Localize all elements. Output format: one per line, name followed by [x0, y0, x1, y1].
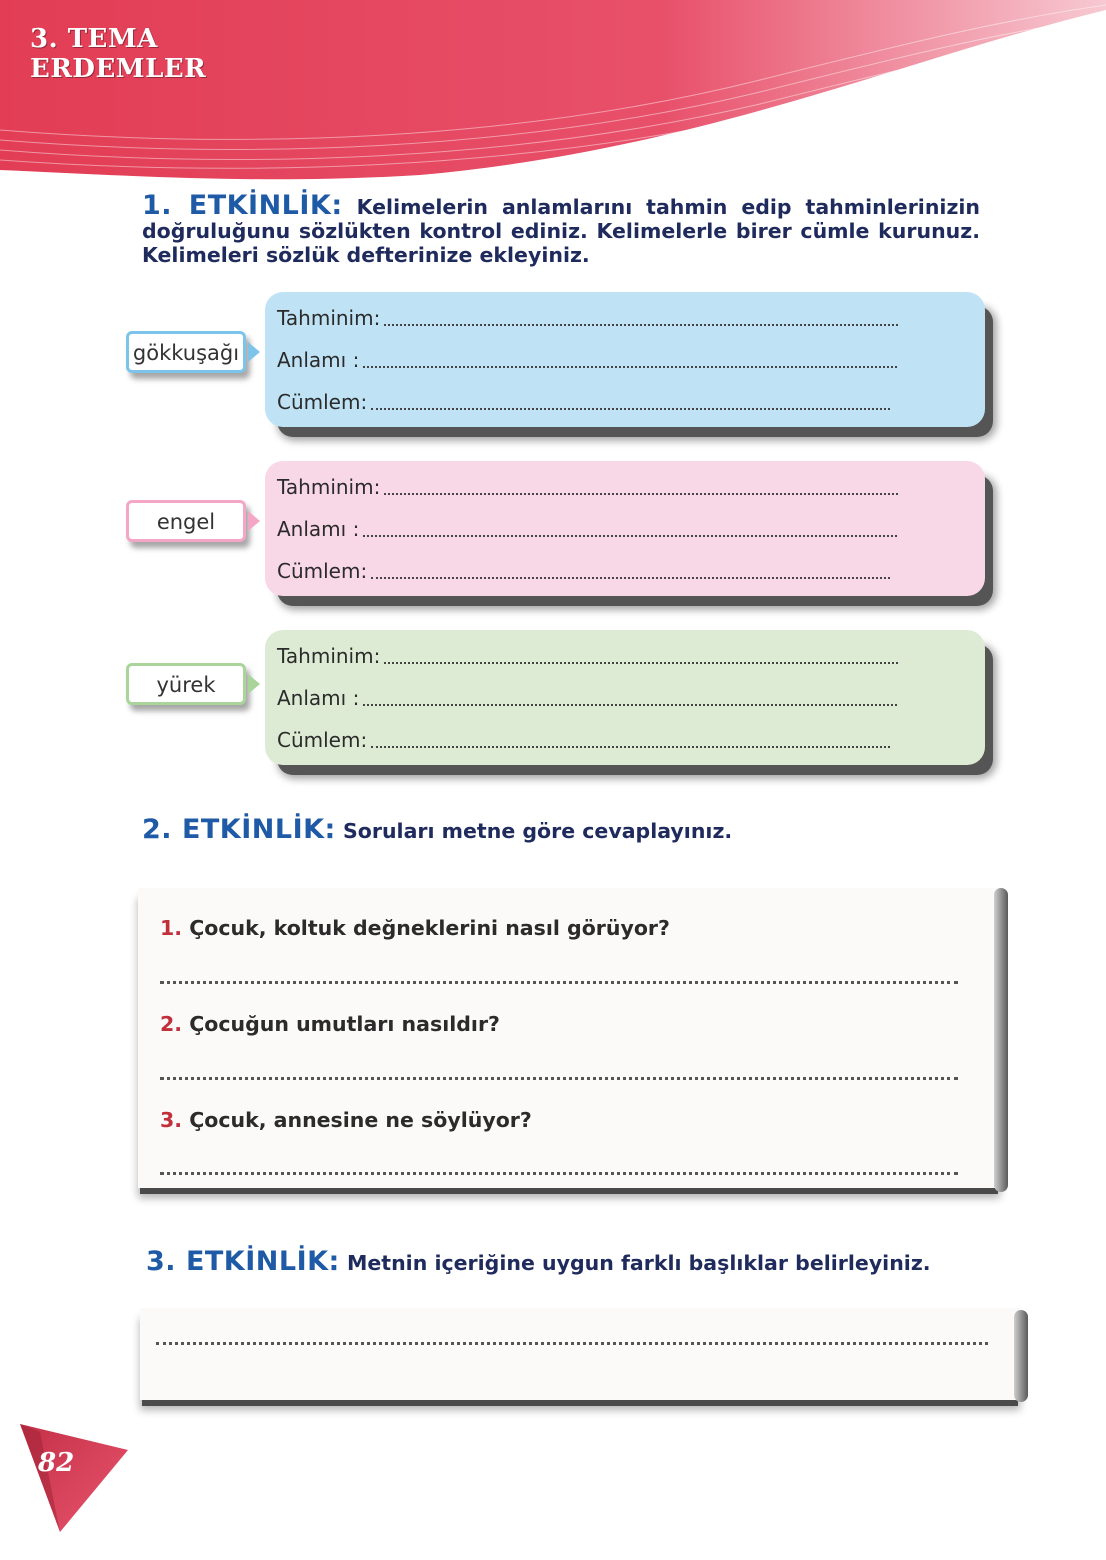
question-number: 3.	[160, 1108, 183, 1132]
activity1-instruction: Kelimelerin anlamlarını tahmin edip tahminlerinizin doğruluğunu sözlükten kontrol ediniz. Kelimelerle birer cümle kurunuz. Kelimeleri sözlük defterinize ekleyiniz.	[142, 195, 981, 267]
guess-input-line[interactable]	[384, 298, 898, 326]
sentence-label: Cümlem:	[277, 390, 368, 414]
guess-row	[277, 298, 985, 340]
meaning-label: Anlamı :	[277, 686, 360, 710]
question-1	[160, 916, 670, 940]
sentence-row	[277, 382, 985, 424]
paper-curl	[994, 888, 1008, 1192]
guess-row	[277, 636, 985, 678]
page-number: 82	[38, 1448, 75, 1478]
tag-arrow	[248, 342, 260, 362]
guess-label: Tahminim:	[277, 644, 381, 668]
word-tag-yurek: yürek	[126, 663, 246, 705]
theme-name: ERDEMLER	[30, 54, 207, 84]
tag-arrow	[248, 674, 260, 694]
guess-label: Tahminim:	[277, 306, 381, 330]
title-answer-line[interactable]	[156, 1342, 988, 1345]
activity1-heading	[142, 190, 981, 267]
meaning-input-line[interactable]	[363, 509, 897, 537]
question-text: Çocuğun umutları nasıldır?	[189, 1012, 500, 1036]
guess-input-line[interactable]	[384, 636, 898, 664]
word-card-yurek	[265, 630, 985, 765]
word-card-engel	[265, 461, 985, 596]
meaning-input-line[interactable]	[363, 340, 897, 368]
meaning-input-line[interactable]	[363, 678, 897, 706]
meaning-label: Anlamı :	[277, 517, 360, 541]
sentence-label: Cümlem:	[277, 559, 368, 583]
theme-number: 3. TEMA	[30, 24, 158, 54]
word-tag-engel: engel	[126, 500, 246, 542]
question-text: Çocuk, koltuk değneklerini nasıl görüyor?	[189, 916, 670, 940]
activity1-number: 1. ETKİNLİK:	[142, 190, 343, 221]
guess-label: Tahminim:	[277, 475, 381, 499]
guess-row	[277, 467, 985, 509]
answer-line-3[interactable]	[160, 1172, 958, 1175]
sentence-row	[277, 551, 985, 593]
question-number: 2.	[160, 1012, 183, 1036]
activity2-number: 2. ETKİNLİK:	[142, 814, 336, 845]
meaning-row	[277, 509, 985, 551]
titles-paper	[140, 1308, 1020, 1400]
guess-input-line[interactable]	[384, 467, 898, 495]
activity3-number: 3. ETKİNLİK:	[146, 1246, 340, 1277]
word-card-gokkusagi	[265, 292, 985, 427]
question-number: 1.	[160, 916, 183, 940]
activity2-instruction: Soruları metne göre cevaplayınız.	[342, 819, 733, 843]
question-2	[160, 1012, 500, 1036]
question-3	[160, 1108, 532, 1132]
question-text: Çocuk, annesine ne söylüyor?	[189, 1108, 532, 1132]
sentence-label: Cümlem:	[277, 728, 368, 752]
answer-line-2[interactable]	[160, 1077, 958, 1080]
paper-curl	[1014, 1310, 1028, 1402]
activity3-heading	[146, 1246, 931, 1277]
activity2-heading	[142, 814, 733, 845]
meaning-label: Anlamı :	[277, 348, 360, 372]
sentence-input-line[interactable]	[371, 720, 890, 748]
sentence-row	[277, 720, 985, 762]
sentence-input-line[interactable]	[371, 382, 890, 410]
meaning-row	[277, 340, 985, 382]
theme-label	[30, 24, 206, 84]
answer-line-1[interactable]	[160, 981, 958, 984]
activity3-instruction: Metnin içeriğine uygun farklı başlıklar belirleyiniz.	[346, 1251, 931, 1275]
tag-arrow	[248, 511, 260, 531]
sentence-input-line[interactable]	[371, 551, 890, 579]
word-tag-gokkusagi: gökkuşağı	[126, 331, 246, 373]
meaning-row	[277, 678, 985, 720]
